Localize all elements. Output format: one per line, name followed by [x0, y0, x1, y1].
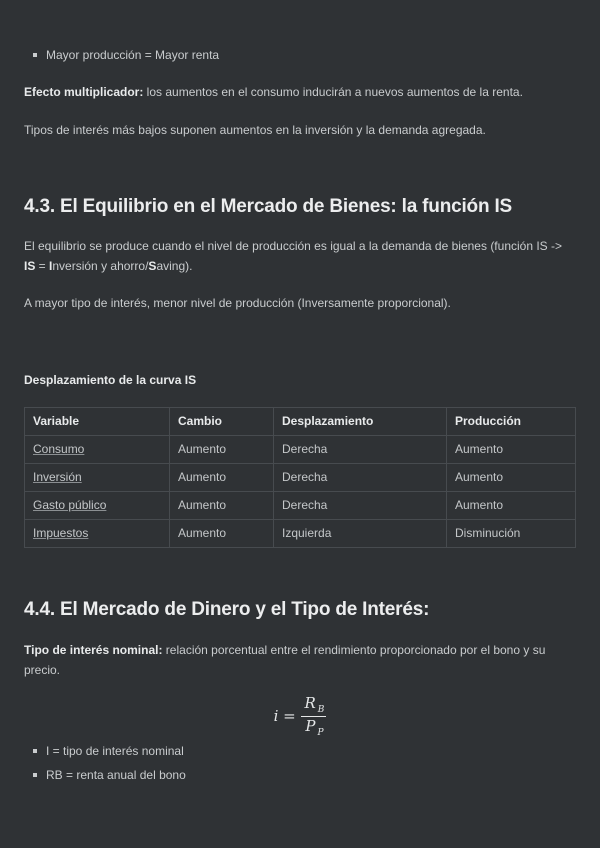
table-cell: Aumento: [170, 436, 274, 464]
list-item: RB = renta anual del bono: [46, 765, 576, 785]
top-bullet-list: [24, 45, 576, 65]
s-letter: S: [148, 259, 157, 274]
section-43-title: 4.3. El Equilibrio en el Mercado de Bienes: la función IS: [24, 196, 512, 217]
table-cell: Disminución: [447, 520, 576, 548]
saving-text: aving).: [156, 259, 193, 274]
table-cell: Derecha: [274, 492, 447, 520]
multiplier-term: Efecto multiplicador:: [24, 85, 144, 99]
header-cambio: Cambio: [170, 408, 274, 436]
denominator-symbol: P: [305, 717, 316, 736]
table-cell: Aumento: [170, 464, 274, 492]
variable-link-consumo[interactable]: Consumo: [25, 436, 170, 464]
table-cell: Aumento: [447, 492, 576, 520]
equals-text: =: [35, 259, 50, 274]
formula-numerator: [301, 694, 327, 717]
table-row: [25, 436, 576, 464]
nominal-rate-text-2: precio.: [24, 663, 61, 678]
table-row: [25, 520, 576, 548]
table-cell: Izquierda: [274, 520, 447, 548]
interest-formula: [0, 694, 600, 740]
table-cell: Aumento: [447, 436, 576, 464]
formula-equals: =: [278, 706, 301, 725]
section-44-title: 4.4. El Mercado de Dinero y el Tipo de Interés:: [24, 599, 430, 620]
table-cell: Derecha: [274, 464, 447, 492]
formula-denominator: [301, 717, 327, 739]
table-row: [25, 464, 576, 492]
is-shift-table: [24, 407, 576, 548]
interest-paragraph: Tipos de interés más bajos suponen aumentos en la inversión y la demanda agregada.: [24, 123, 486, 137]
inverse-paragraph: A mayor tipo de interés, menor nivel de producción (Inversamente proporcional).: [24, 296, 451, 310]
variable-link-gasto-publico[interactable]: Gasto público: [25, 492, 170, 520]
numerator-subscript: B: [317, 705, 325, 715]
list-item: I = tipo de interés nominal: [46, 741, 576, 761]
table-cell: Derecha: [274, 436, 447, 464]
definition-bullet-list: [24, 741, 576, 786]
nominal-rate-paragraph: [24, 640, 576, 681]
formula-lhs: i: [273, 706, 279, 725]
table-title: Desplazamiento de la curva IS: [24, 373, 197, 387]
table-cell: Aumento: [447, 464, 576, 492]
equilibrium-paragraph: [24, 236, 576, 277]
denominator-subscript: P: [317, 728, 324, 739]
numerator-symbol: R: [304, 694, 316, 712]
list-item: Mayor producción = Mayor renta: [46, 45, 576, 65]
header-produccion: Producción: [447, 408, 576, 436]
equilibrium-line-1: El equilibrio se produce cuando el nivel de producción es igual a la demanda de bienes (función IS ->: [24, 239, 563, 253]
is-abbrev: IS: [24, 259, 36, 274]
i-letter: I: [49, 259, 53, 274]
table-header-row: [25, 408, 576, 436]
multiplier-paragraph: [24, 82, 576, 102]
table-row: [25, 492, 576, 520]
formula-fraction: [301, 694, 327, 740]
header-desplazamiento: Desplazamiento: [274, 408, 447, 436]
header-variable: Variable: [25, 408, 170, 436]
variable-link-inversion[interactable]: Inversión: [25, 464, 170, 492]
variable-link-impuestos[interactable]: Impuestos: [25, 520, 170, 548]
inversion-text: nversión y ahorro/: [52, 259, 149, 274]
multiplier-text: los aumentos en el consumo inducirán a nuevos aumentos de la renta.: [143, 85, 523, 99]
table-cell: Aumento: [170, 492, 274, 520]
nominal-rate-text: relación porcentual entre el rendimiento proporcionado por el bono y su: [162, 643, 546, 657]
nominal-rate-term: Tipo de interés nominal:: [24, 643, 163, 657]
table-cell: Aumento: [170, 520, 274, 548]
